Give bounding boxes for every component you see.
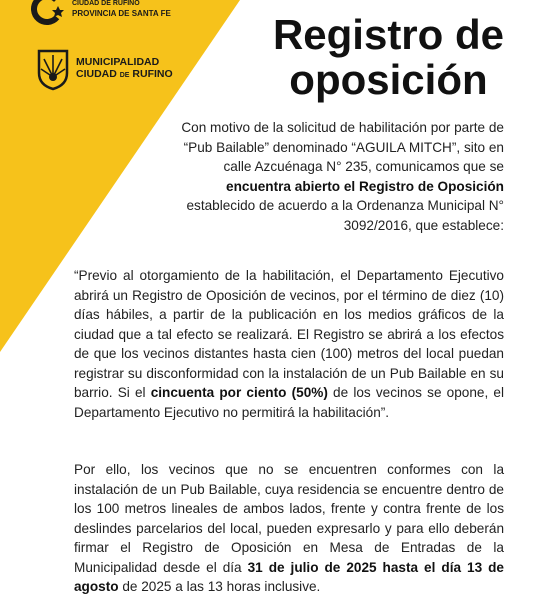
logo-top-line2: PROVINCIA DE SANTA FE [72, 9, 171, 18]
logo-ciudad-de-rufino [30, 0, 171, 26]
intro-paragraph [174, 118, 504, 235]
quote-bold: cincuenta por ciento (50%) [150, 385, 328, 400]
municipal-seal-icon [36, 47, 70, 91]
closing-paragraph [74, 460, 504, 597]
ordinance-quote-paragraph [74, 266, 504, 422]
closing-text-2: de 2025 a las 13 horas inclusive. [118, 579, 321, 594]
logo-mun-line2-de: DE [119, 72, 130, 79]
intro-bold: encuentra abierto el Registro de Oposición [226, 178, 504, 194]
closing-bold-dates: 31 de julio de 2025 hasta el día 13 de agosto [74, 559, 504, 594]
logo-mun-line2-a: CIUDAD [76, 68, 120, 80]
rufino-logo-icon [30, 0, 64, 26]
title-line1: Registro de [272, 11, 504, 58]
logo-mun-line1: MUNICIPALIDAD [76, 56, 160, 68]
logo-mun-line2 [76, 68, 173, 82]
page-title [273, 12, 504, 102]
quote-text-1: “Previo al otorgamiento de la habilitación, el Departamento Ejecutivo abrirá un Registro de Oposición de vecinos, por el término de diez (10) días hábiles, a partir de la publicación en los medios gráficos de la ciudad que a tal efecto se realizará. El Registro se abrirá a los efectos de que los vecinos distantes hasta cien (100) metros del local puedan registrar su disconformidad con la instalación de un Pub Bailable en su barrio. Si el [74, 268, 504, 400]
intro-text-2: establecido de acuerdo a la Ordenanza Municipal N° 3092/2016, que establece: [186, 198, 504, 233]
quote-text-2: de los vecinos se opone, el Departamento Ejecutivo no permitirá la habilitación”. [74, 385, 504, 420]
logo-mun-line2-c: RUFINO [129, 68, 173, 80]
title-line2: oposición [289, 56, 488, 103]
logo-top-line1: CIUDAD DE RUFINO [72, 0, 140, 7]
logo-municipalidad [36, 47, 173, 91]
closing-text-1: Por ello, los vecinos que no se encuentren conformes con la instalación de un Pub Bailable, cuya residencia se encuentre dentro de los 100 metros lineales de ambos lados, frente y contra frente de los deslindes parcelarios del local, pueden expresarlo y para ello deberán firmar el Registro de Oposición en Mesa de Entradas de la Municipalidad desde el día [74, 462, 504, 575]
intro-text-1: Con motivo de la solicitud de habilitación por parte de “Pub Bailable” denominado “AGUILA MITCH”, sito en calle Azcuénaga N° 235, comunicamos que se [181, 120, 504, 174]
